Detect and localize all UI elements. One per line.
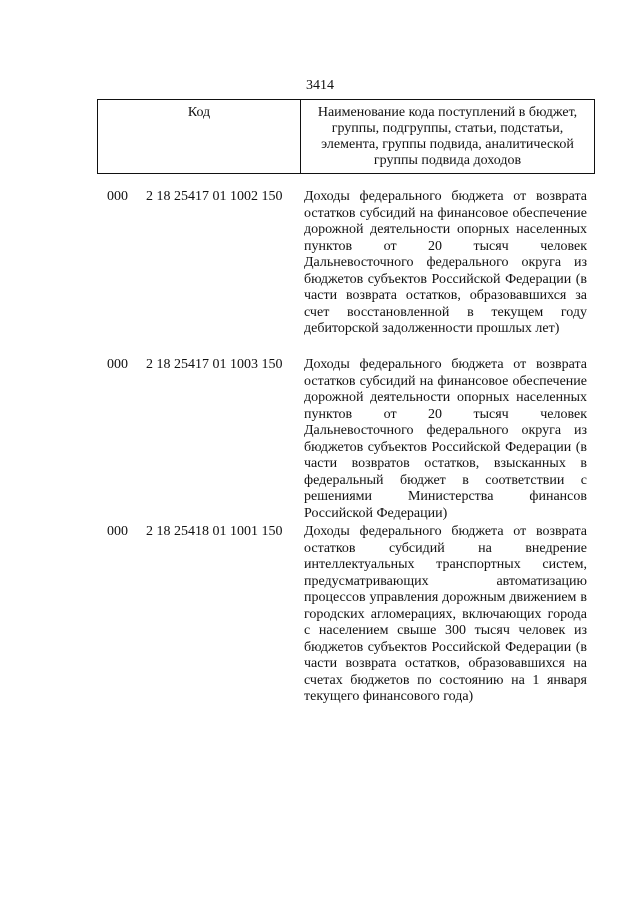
row-admin-code: 000 xyxy=(107,189,128,204)
row-income-code: 2 18 25417 01 1003 150 xyxy=(146,357,283,372)
row-description: Доходы федерального бюджета от возврата остатков субсидий на финансовое обеспечение дорожной деятельности опорных населенных пунктов от 20 тысяч человек Дальневосточного федерального округа из бюджетов субъектов Российской Федерации (в части возврата остатков, образовавшихся за счет восстановленной в текущем году дебиторской задолженности прошлых лет) xyxy=(304,189,587,336)
row-income-code: 2 18 25418 01 1001 150 xyxy=(146,524,283,539)
row-admin-code: 000 xyxy=(107,524,128,539)
row-description: Доходы федерального бюджета от возврата остатков субсидий на финансовое обеспечение дорожной деятельности опорных населенных пунктов от 20 тысяч человек Дальневосточного федерального округа из бюджетов субъектов Российской Федерации (в части возвратов остатков, взысканных в федеральный бюджет в соответствии с решениями Министерства финансов Российской Федерации) xyxy=(304,357,587,521)
row-description: Доходы федерального бюджета от возврата остатков субсидий на внедрение интеллектуальных транспортных систем, предусматривающих автоматизацию процессов управления дорожным движением в городских агломерациях, включающих города с населением свыше 300 тысяч человек из бюджетов субъектов Российской Федерации (в части возврата остатков, образовавшихся на счетах бюджетов по состоянию на 1 января текущего финансового года) xyxy=(304,524,587,704)
row-admin-code: 000 xyxy=(107,357,128,372)
page-number: 3414 xyxy=(306,78,334,93)
table-header xyxy=(97,99,595,174)
header-code-label: Код xyxy=(98,100,301,173)
row-income-code: 2 18 25417 01 1002 150 xyxy=(146,189,283,204)
header-name-label: Наименование кода поступлений в бюджет, группы, подгруппы, статьи, подстатьи, элемента, группы подвида, аналитической группы подвида доходов xyxy=(317,105,578,168)
